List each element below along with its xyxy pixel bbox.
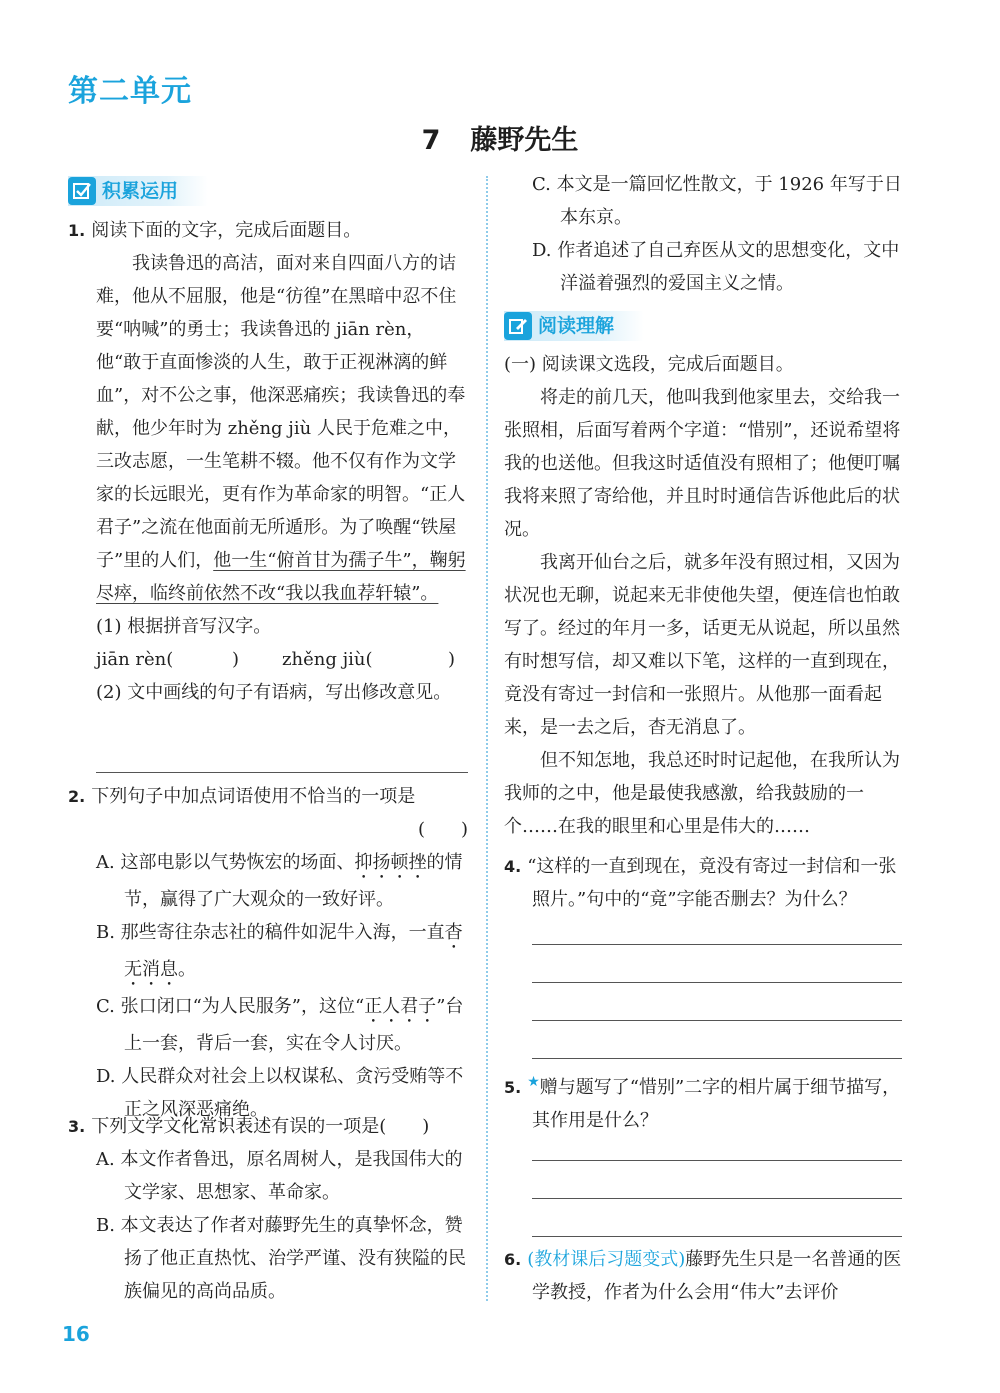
q1-passage (68, 247, 468, 610)
question-2 (68, 780, 468, 1130)
q5-text: 赠与题写了“惜别”二字的相片属于细节描写，其作用是什么？ (532, 1077, 901, 1131)
q1-number: 1. (68, 221, 86, 240)
q6-tag: (教材课后习题变式) (527, 1249, 686, 1270)
q4-answer-line-3[interactable] (532, 1020, 902, 1021)
star-icon: ★ (527, 1074, 540, 1090)
reading-intro: (一) 阅读课文选段，完成后面题目。 (504, 354, 794, 375)
page-number: 16 (62, 1322, 90, 1346)
q1-underlined-sentence: 他一生“俯首甘为孺子牛”，鞠躬尽瘁，临终前依然不改“我以我血荐轩辕”。 (96, 550, 466, 604)
reading-paragraph-1: 将走的前几天，他叫我到他家里去，交给我一张照相，后面写着两个字道：“惜别”，还说希望将我的也送他。但我这时适值没有照相了；他便叮嘱我将来照了寄给他，并且时时通信告诉他此后的状况。 (504, 387, 901, 540)
pencil-icon (504, 312, 532, 340)
q3-stem: 下列文学文化常识表述有误的一项是( ) (91, 1116, 430, 1137)
q5-number: 5. (504, 1078, 522, 1097)
q2-stem: 下列句子中加点词语使用不恰当的一项是 (91, 786, 416, 807)
q3-number: 3. (68, 1117, 86, 1136)
q4-number: 4. (504, 857, 522, 876)
q5-answer-line-2[interactable] (532, 1198, 902, 1199)
lesson-number: 7 (421, 125, 441, 156)
q2-dotted-b: 杳无消息 (124, 922, 463, 980)
q3-option-a: A. 本文作者鲁迅，原名周树人，是我国伟大的文学家、思想家、革命家。 (96, 1149, 463, 1203)
reading-passage (504, 348, 904, 843)
lesson-title (0, 118, 1000, 157)
section-header-accumulate (68, 176, 208, 206)
question-5 (504, 1066, 904, 1137)
q5-answer-line-3[interactable] (532, 1236, 902, 1237)
section-header-reading (504, 311, 644, 341)
section-label-accumulate: 积累运用 (102, 179, 179, 202)
q1-paren-close-2: ) (448, 649, 456, 670)
q1-passage-text: 我读鲁迅的高洁，面对来自四面八方的诘难，他从不屈服，他是“彷徨”在黑暗中忍不住要“呐喊”的勇士；我读鲁迅的 jiān rèn，他“敢于直面惨淡的人生，敢于正视淋漓的鲜血”，对不公之事，他深恶痛疾；我读鲁迅的奉献，他少年时为 zhěng jiù 人民于危难之中，三改志愿，一生笔耕不辍。他不仅有作为文学家的长远眼光，更有作为革命家的明智。“正人君子”之流在他面前无所遁形。为了唤醒“铁屋子”里的人们， (96, 253, 466, 571)
q1-stem: 阅读下面的文字，完成后面题目。 (91, 220, 362, 241)
checkbox-icon (68, 177, 96, 205)
q2-dotted-a: 抑扬顿挫 (354, 852, 427, 873)
q2-dotted-d: 深恶痛绝 (178, 1099, 250, 1120)
reading-paragraph-3: 但不知怎地，我总还时时记起他，在我所认为我师的之中，他是最使我感激，给我鼓励的一个……在我的眼里和心里是伟大的…… (504, 750, 900, 837)
q2-number: 2. (68, 787, 86, 806)
q1-sub2: (2) 文中画线的句子有语病，写出修改意见。 (96, 682, 452, 703)
column-divider (486, 176, 488, 1301)
q1-pinyin-2: zhěng jiù( (282, 649, 373, 670)
q1-paren-close-1: ) (232, 649, 240, 670)
question-3 (68, 1110, 468, 1308)
q2-option-c: C. 张口闭口“为人民服务”，这位“正人君子”台上一套，背后一套，实在令人讨厌。 (96, 996, 464, 1054)
q3-option-d: D. 作者追述了自己弃医从文的思想变化，文中洋溢着强烈的爱国主义之情。 (532, 240, 900, 294)
q6-text: 藤野先生只是一名普通的医学教授，作者为什么会用“伟大”去评价 (532, 1249, 902, 1303)
q1-pinyin-1: jiān rèn( (96, 649, 174, 670)
q2-option-a: A. 这部电影以气势恢宏的场面、抑扬顿挫的情节，赢得了广大观众的一致好评。 (96, 852, 463, 910)
question-3-continued (504, 168, 904, 300)
q2-answer-paren[interactable]: ( ) (417, 819, 468, 840)
q4-answer-line-2[interactable] (532, 982, 902, 983)
q2-dotted-c: 正人君子 (364, 996, 437, 1017)
q2-option-d: D. 人民群众对社会上以权谋私、贪污受贿等不正之风深恶痛绝。 (96, 1066, 464, 1120)
q3-option-b: B. 本文表达了作者对藤野先生的真挚怀念，赞扬了他正直热忱、治学严谨、没有狭隘的民族偏见的高尚品质。 (96, 1215, 466, 1302)
section-label-reading: 阅读理解 (538, 314, 615, 337)
q1-sub1: (1) 根据拼音写汉字。 (96, 616, 272, 637)
q2-option-b: B. 那些寄往杂志社的稿件如泥牛入海，一直杳无消息。 (96, 922, 463, 980)
q4-answer-line-4[interactable] (532, 1058, 902, 1059)
q5-answer-line-1[interactable] (532, 1160, 902, 1161)
question-6 (504, 1243, 904, 1309)
q1-pinyin-row (68, 643, 468, 676)
q6-number: 6. (504, 1250, 522, 1269)
q1-answer-line[interactable] (96, 772, 468, 773)
question-1 (68, 214, 468, 709)
q4-answer-line-1[interactable] (532, 944, 902, 945)
unit-title: 第二单元 (68, 74, 192, 109)
lesson-name: 藤野先生 (470, 125, 579, 156)
reading-paragraph-2: 我离开仙台之后，就多年没有照过相，又因为状况也无聊，说起来无非使他失望，便连信也怕敢写了。经过的年月一多，话更无从说起，所以虽然有时想写信，却又难以下笔，这样的一直到现在，竟没有寄过一封信和一张照片。从他那一面看起来，是一去之后，杳无消息了。 (504, 552, 900, 738)
question-4 (504, 850, 904, 916)
q3-option-c: C. 本文是一篇回忆性散文，于 1926 年写于日本东京。 (532, 174, 902, 228)
q4-text: “这样的一直到现在，竟没有寄过一封信和一张照片。”句中的“竟”字能否删去？为什么？ (527, 856, 897, 910)
